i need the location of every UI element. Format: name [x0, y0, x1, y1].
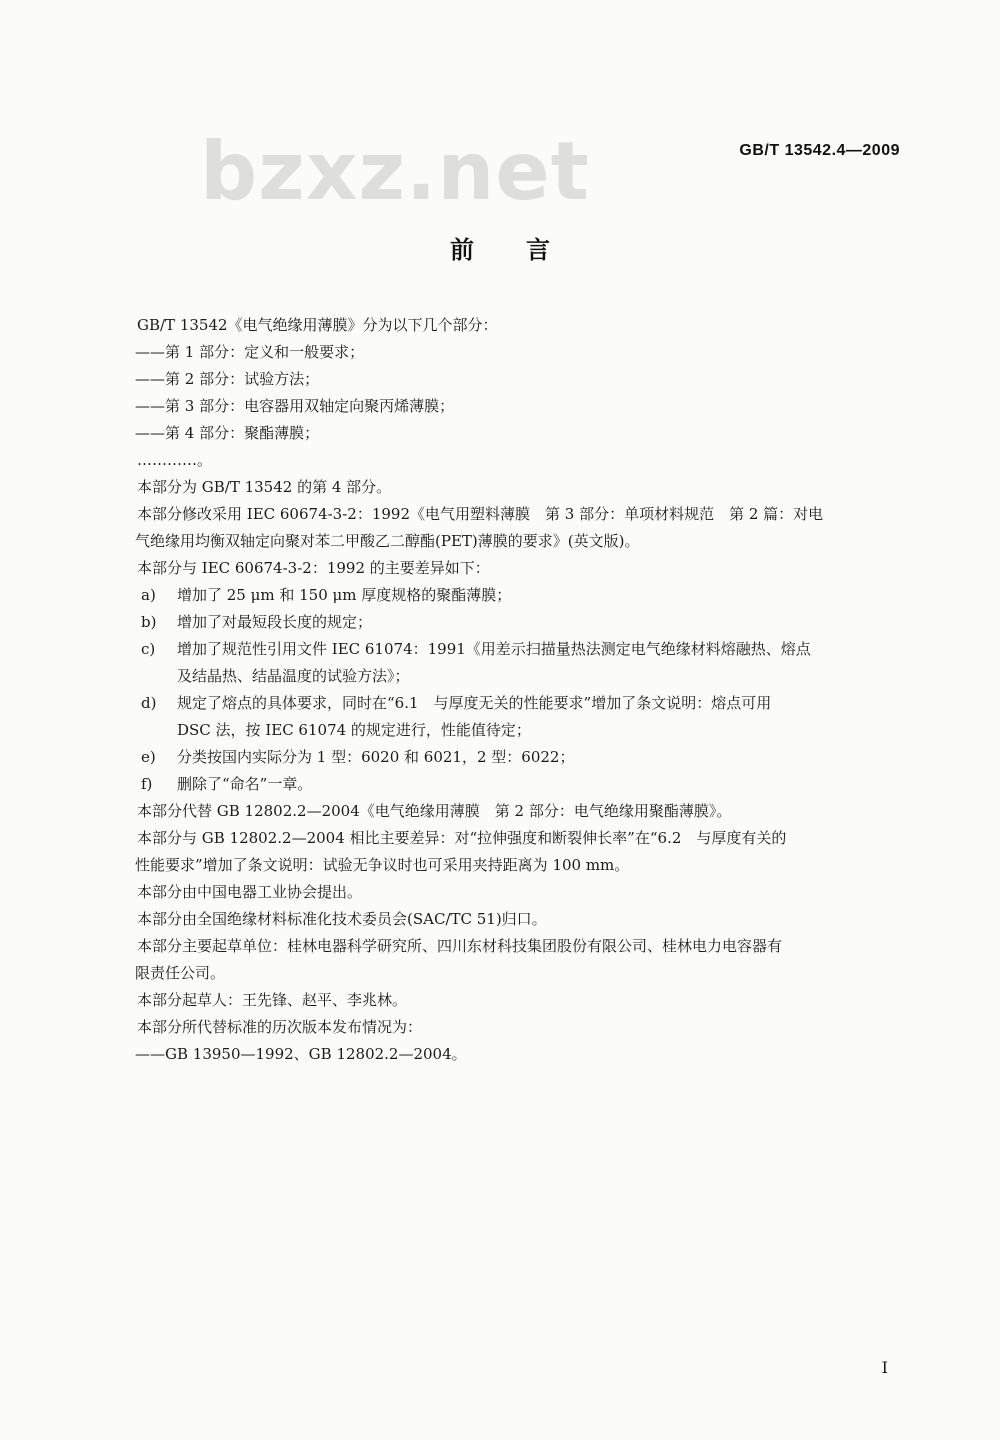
drafters: 本部分起草人：王先锋、赵平、李兆林。: [137, 991, 408, 1009]
difference-text: 删除了“命名”一章。: [177, 775, 313, 793]
adoption-line-2: 气绝缘用均衡双轴定向聚对苯二甲酸乙二醇酯(PET)薄膜的要求》(英文版)。: [135, 532, 640, 550]
history-intro: 本部分所代替标准的历次版本发布情况为：: [137, 1018, 423, 1036]
difference-item-f: [137, 771, 900, 798]
list-marker: f): [141, 775, 153, 793]
proposed-by: 本部分由中国电器工业协会提出。: [137, 883, 363, 901]
difference-item-b: [137, 609, 900, 636]
ellipsis-line: …………。: [137, 451, 213, 469]
drafting-units-paragraph: [137, 933, 900, 987]
part-statement: 本部分为 GB/T 13542 的第 4 部分。: [137, 478, 392, 496]
differences-intro: 本部分与 IEC 60674-3-2：1992 的主要差异如下：: [137, 559, 490, 577]
list-marker: e): [141, 748, 156, 766]
parts-intro: GB/T 13542《电气绝缘用薄膜》分为以下几个部分：: [137, 316, 498, 334]
watermark: bzxz.net: [200, 125, 590, 218]
history-list: ——GB 13950—1992、GB 12802.2—2004。: [135, 1045, 467, 1063]
comparison-line-1: 本部分与 GB 12802.2—2004 相比主要差异：对“拉伸强度和断裂伸长率”在“6.2 与厚度有关的: [137, 829, 787, 847]
comparison-paragraph: [137, 825, 900, 879]
part-item-3: ——第 3 部分：电容器用双轴定向聚丙烯薄膜；: [135, 397, 455, 415]
difference-item-c: [137, 636, 900, 690]
part-item-2: ——第 2 部分：试验方法；: [135, 370, 320, 388]
difference-item-e: [137, 744, 900, 771]
difference-text: 增加了对最短段长度的规定；: [177, 613, 373, 631]
page-title: 前言: [450, 236, 602, 264]
part-item-1: ——第 1 部分：定义和一般要求；: [135, 343, 365, 361]
document-body: [137, 312, 900, 1068]
difference-text: 规定了熔点的具体要求，同时在“6.1 与厚度无关的性能要求”增加了条文说明：熔点可用: [177, 694, 772, 712]
difference-text: 增加了 25 μm 和 150 μm 厚度规格的聚酯薄膜；: [177, 586, 512, 604]
list-marker: b): [141, 613, 157, 631]
difference-text-cont: 及结晶热、结晶温度的试验方法》；: [177, 667, 410, 685]
difference-text: 分类按国内实际分为 1 型：6020 和 6021，2 型：6022；: [177, 748, 575, 766]
drafting-units-line-2: 限责任公司。: [135, 964, 226, 982]
managed-by: 本部分由全国绝缘材料标准化技术委员会(SAC/TC 51)归口。: [137, 910, 547, 928]
adoption-paragraph: [137, 501, 900, 555]
page-number: I: [881, 1358, 888, 1377]
difference-text-cont: DSC 法，按 IEC 61074 的规定进行，性能值待定；: [177, 721, 531, 739]
adoption-line-1: 本部分修改采用 IEC 60674-3-2：1992《电气用塑料薄膜 第 3 部分：单项材料规范 第 2 篇：对电: [137, 505, 824, 523]
comparison-line-2: 性能要求”增加了条文说明：试验无争议时也可采用夹持距离为 100 mm。: [135, 856, 630, 874]
list-marker: d): [141, 694, 157, 712]
list-marker: a): [141, 586, 156, 604]
difference-text: 增加了规范性引用文件 IEC 61074：1991《用差示扫描量热法测定电气绝缘材料熔融热、熔点: [177, 640, 811, 658]
part-item-4: ——第 4 部分：聚酯薄膜；: [135, 424, 320, 442]
list-marker: c): [141, 640, 156, 658]
replaces-paragraph: 本部分代替 GB 12802.2—2004《电气绝缘用薄膜 第 2 部分：电气绝缘用聚酯薄膜》。: [137, 802, 732, 820]
difference-item-d: [137, 690, 900, 744]
standard-code: GB/T 13542.4—2009: [739, 142, 900, 159]
difference-item-a: [137, 582, 900, 609]
drafting-units-line-1: 本部分主要起草单位：桂林电器科学研究所、四川东材科技集团股份有限公司、桂林电力电容器有: [137, 937, 783, 955]
